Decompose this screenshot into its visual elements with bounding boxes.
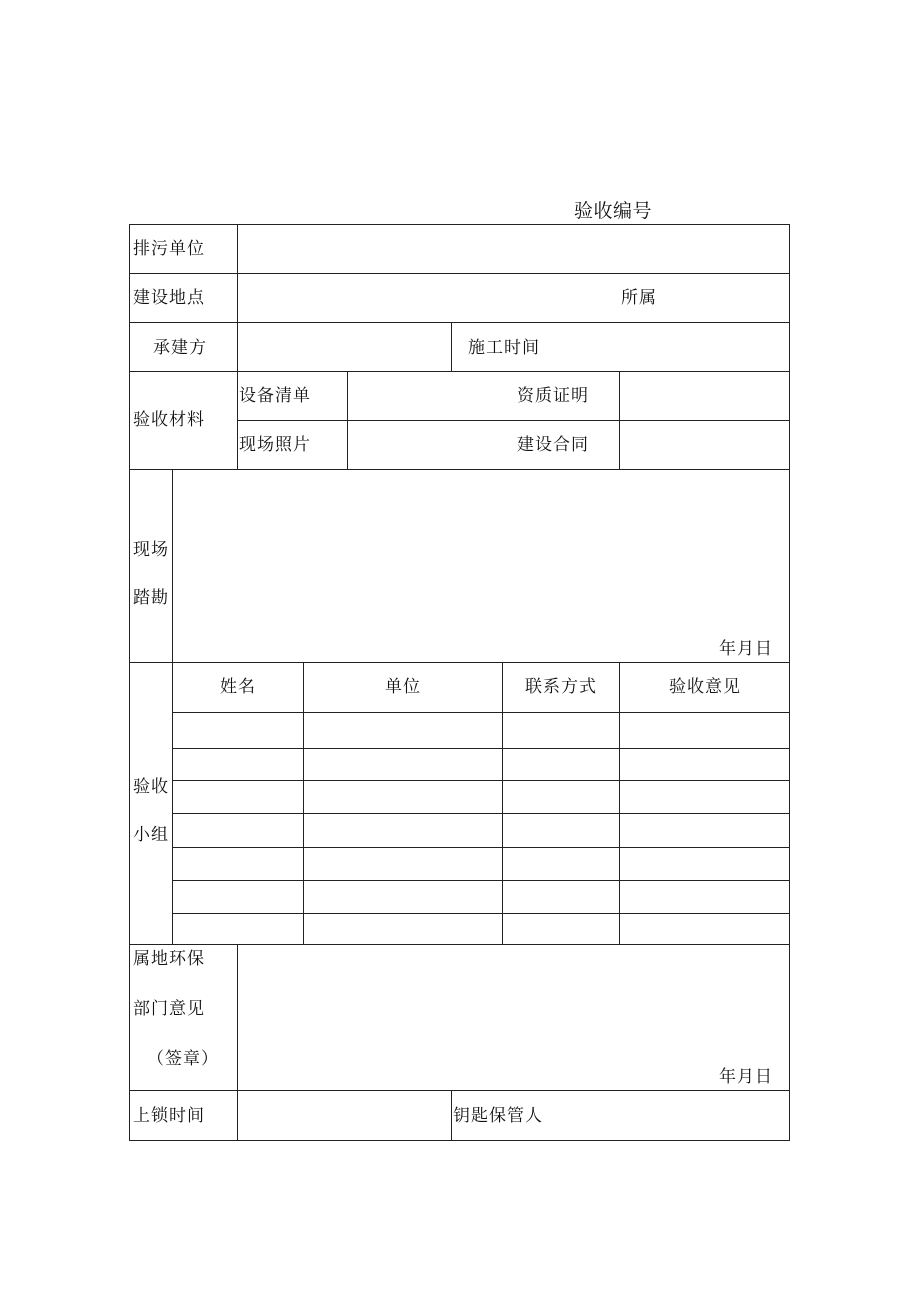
contractor-label: 承建方 — [153, 338, 207, 358]
discharge-unit-label: 排污单位 — [133, 239, 205, 259]
column-header-unit: 单位 — [385, 677, 421, 697]
epb-opinion-date: 年月日 — [719, 1067, 773, 1087]
acceptance-form — [129, 224, 790, 1141]
inspection-date: 年月日 — [719, 639, 773, 659]
site-photos-label: 现场照片 — [239, 435, 311, 455]
site-inspection-label-line1: 现场 — [133, 540, 169, 560]
acceptance-materials-label: 验收材料 — [133, 410, 205, 430]
column-header-name: 姓名 — [220, 677, 256, 697]
acceptance-number-label: 验收编号 — [574, 200, 653, 222]
column-header-opinion: 验收意见 — [669, 677, 741, 697]
column-header-contact: 联系方式 — [525, 677, 597, 697]
qualification-cert-label: 资质证明 — [517, 386, 589, 406]
construction-time-label: 施工时间 — [468, 338, 540, 358]
site-inspection-label-line2: 踏勘 — [133, 588, 169, 608]
lock-time-label: 上锁时间 — [133, 1106, 205, 1126]
jurisdiction-label: 所属 — [621, 288, 657, 308]
construction-site-label: 建设地点 — [133, 288, 205, 308]
epb-opinion-label-line1: 属地环保 — [133, 949, 205, 969]
epb-opinion-label-line2: 部门意见 — [133, 999, 205, 1019]
acceptance-team-label-line1: 验收 — [133, 777, 169, 797]
equipment-list-label: 设备清单 — [239, 386, 311, 406]
epb-seal-label: （签章） — [147, 1049, 219, 1069]
construction-contract-label: 建设合同 — [517, 435, 589, 455]
key-keeper-label: 钥匙保管人 — [453, 1106, 543, 1126]
acceptance-team-label-line2: 小组 — [133, 825, 169, 845]
